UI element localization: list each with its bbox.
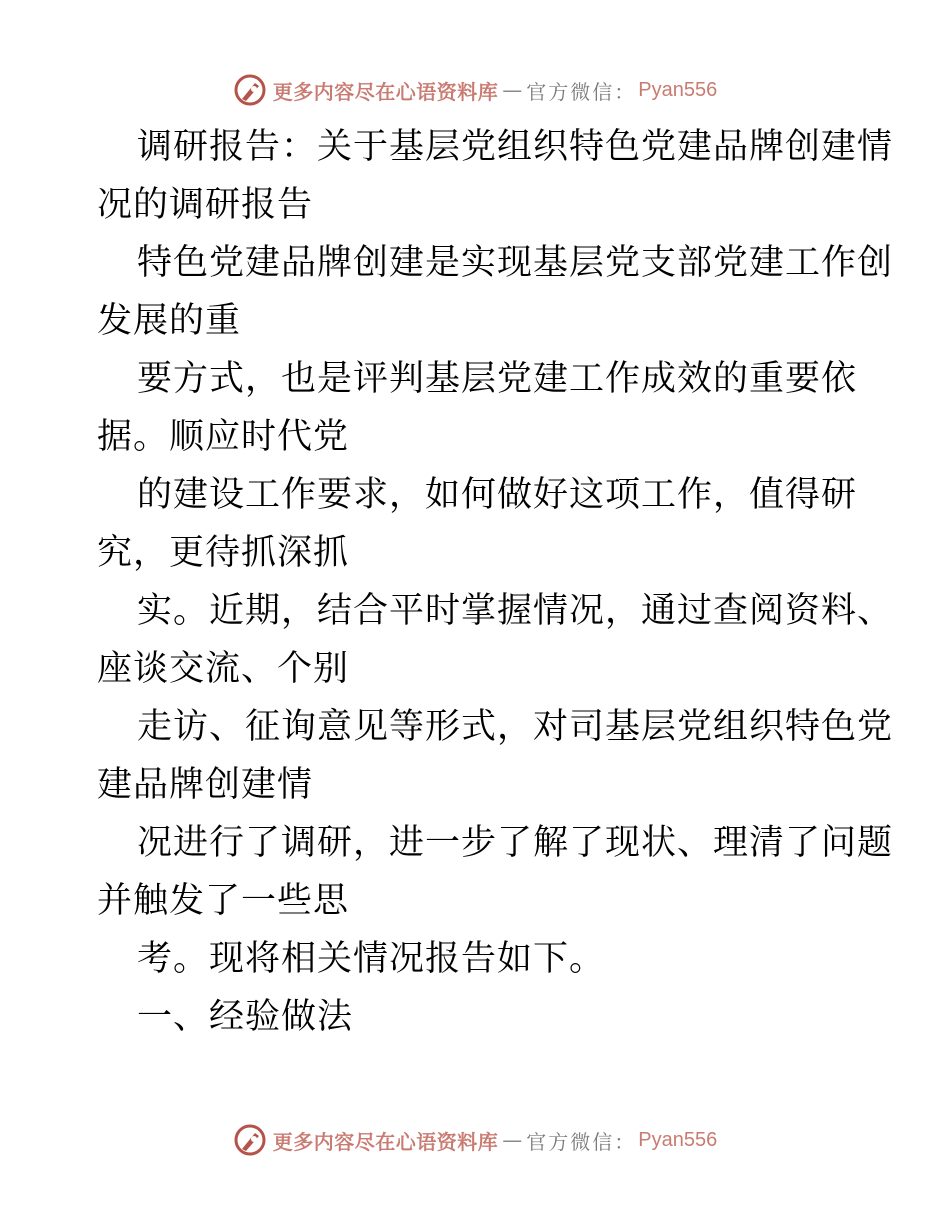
banner-text: 更多内容尽在心语资料库: [272, 1129, 499, 1154]
doc-line: 实。近期，结合平时掌握情况，通过查阅资料、: [137, 591, 894, 631]
doc-line: 况的调研报告: [97, 185, 314, 225]
doc-line: 建品牌创建情: [97, 765, 314, 805]
banner-text: 更多内容尽在心语资料库: [272, 79, 499, 104]
banner-separator: —: [502, 1128, 523, 1152]
banner-wechat-label: 官方微信：: [526, 79, 637, 104]
banner-separator: —: [502, 78, 523, 102]
pen-logo-icon: [233, 73, 267, 107]
section-heading: 一、经验做法: [137, 997, 354, 1037]
doc-line: 发展的重: [97, 301, 242, 341]
doc-line: 要方式，也是评判基层党建工作成效的重要依: [137, 359, 858, 399]
doc-line: 走访、征询意见等形式，对司基层党组织特色党: [137, 707, 894, 747]
banner-wechat-id: Pyan556: [638, 78, 718, 101]
banner-wechat-label: 官方微信：: [526, 1129, 637, 1154]
document-body: [97, 118, 894, 1046]
header-watermark-banner: [0, 70, 950, 110]
doc-line: 况进行了调研，进一步了解了现状、理清了问题: [137, 823, 894, 863]
doc-line: 考。现将相关情况报告如下。: [137, 939, 606, 979]
doc-line: 据。顺应时代党: [97, 417, 350, 457]
footer-watermark-banner: [0, 1120, 950, 1160]
doc-line: 座谈交流、个别: [97, 649, 350, 689]
doc-line: 调研报告：关于基层党组织特色党建品牌创建情: [137, 127, 894, 167]
doc-line: 究，更待抓深抓: [97, 533, 350, 573]
doc-line: 并触发了一些思: [97, 881, 350, 921]
doc-line: 的建设工作要求，如何做好这项工作，值得研: [137, 475, 858, 515]
banner-wechat-id: Pyan556: [638, 1128, 718, 1151]
doc-line: 特色党建品牌创建是实现基层党支部党建工作创: [137, 243, 894, 283]
pen-logo-icon: [233, 1123, 267, 1157]
